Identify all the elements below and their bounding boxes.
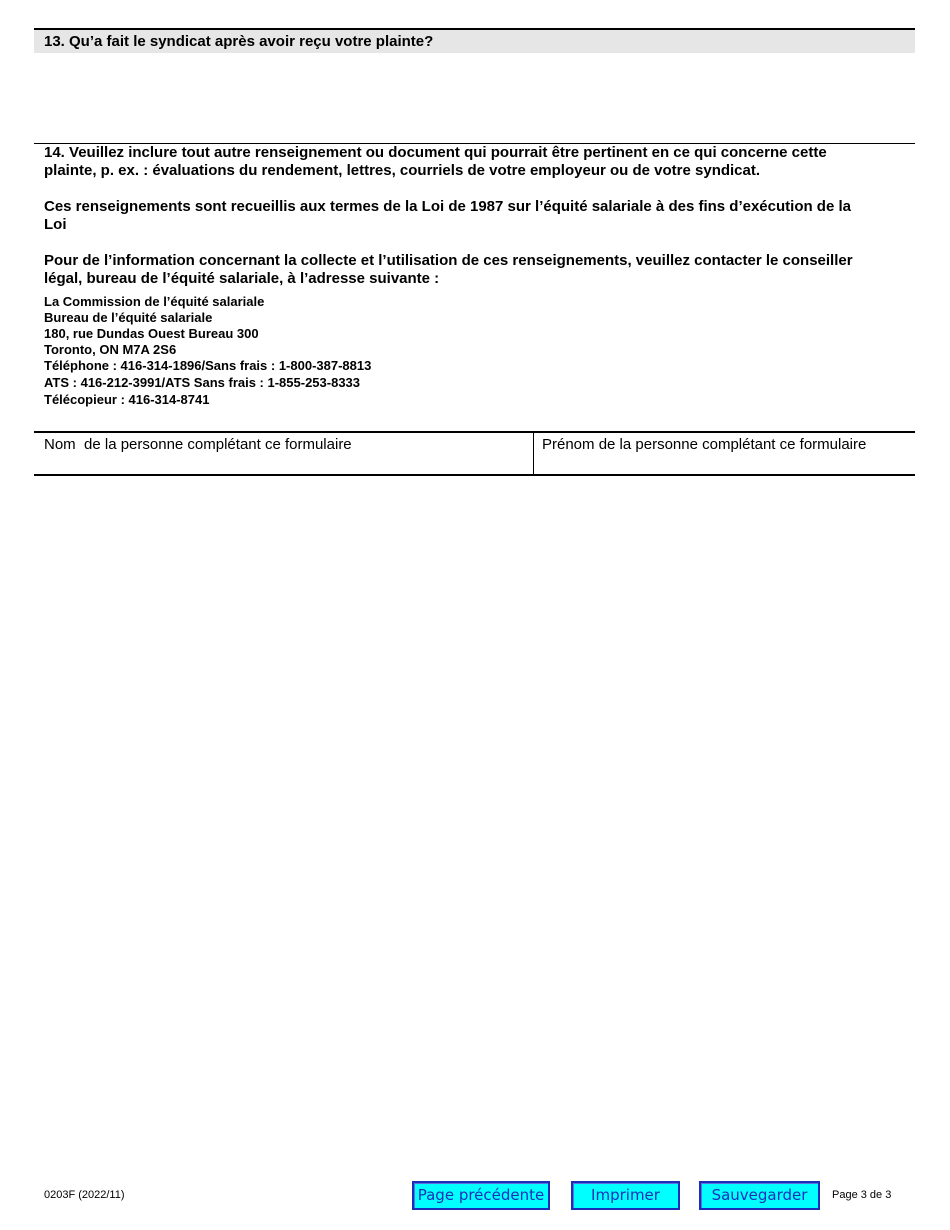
collection-notice-line1: Ces renseignements sont recueillis aux termes de la Loi de 1987 sur l’équité salariale à des fins d’exécution de la: [44, 198, 851, 215]
address-street: 180, rue Dundas Ouest Bureau 300: [44, 326, 259, 341]
names-row: [34, 431, 915, 476]
previous-page-button[interactable]: Page précédente: [412, 1181, 550, 1210]
address-office: Bureau de l’équité salariale: [44, 310, 213, 325]
print-button[interactable]: Imprimer: [571, 1181, 680, 1210]
contact-notice-line2: légal, bureau de l’équité salariale, à l’adresse suivante :: [44, 270, 440, 287]
first-name-label: Prénom de la personne complétant ce formulaire: [542, 436, 867, 453]
question-13-header: [34, 28, 915, 53]
question-13-label: 13. Qu’a fait le syndicat après avoir reçu votre plainte?: [44, 33, 434, 50]
address-fax: Télécopieur : 416-314-8741: [44, 392, 210, 407]
form-code: 0203F (2022/11): [44, 1189, 125, 1201]
question-14-label-line2: plainte, p. ex. : évaluations du rendement, lettres, courriels de votre employeur ou de votre syndicat.: [44, 162, 761, 179]
address-org: La Commission de l’équité salariale: [44, 294, 265, 309]
question-13-answer-field[interactable]: [34, 53, 915, 143]
address-tty: ATS : 416-212-3991/ATS Sans frais : 1-855-253-8333: [44, 375, 361, 390]
collection-notice-line2: Loi: [44, 216, 67, 233]
contact-notice: [44, 252, 904, 288]
collection-notice: [44, 198, 904, 234]
address-city: Toronto, ON M7A 2S6: [44, 342, 177, 357]
save-button[interactable]: Sauvegarder: [699, 1181, 820, 1210]
page-indicator: Page 3 de 3: [832, 1189, 892, 1201]
last-name-field[interactable]: [34, 433, 534, 474]
last-name-label: Nom de la personne complétant ce formulaire: [44, 436, 352, 453]
question-14-label: [44, 144, 904, 180]
address-phone: Téléphone : 416-314-1896/Sans frais : 1-800-387-8813: [44, 358, 372, 373]
question-14-label-line1: 14. Veuillez inclure tout autre renseignement ou document qui pourrait être pertinent en ce qui concerne cette: [44, 144, 827, 161]
contact-notice-line1: Pour de l’information concernant la collecte et l’utilisation de ces renseignements, veuillez contacter le conseiller: [44, 252, 853, 269]
first-name-field[interactable]: [534, 433, 915, 474]
